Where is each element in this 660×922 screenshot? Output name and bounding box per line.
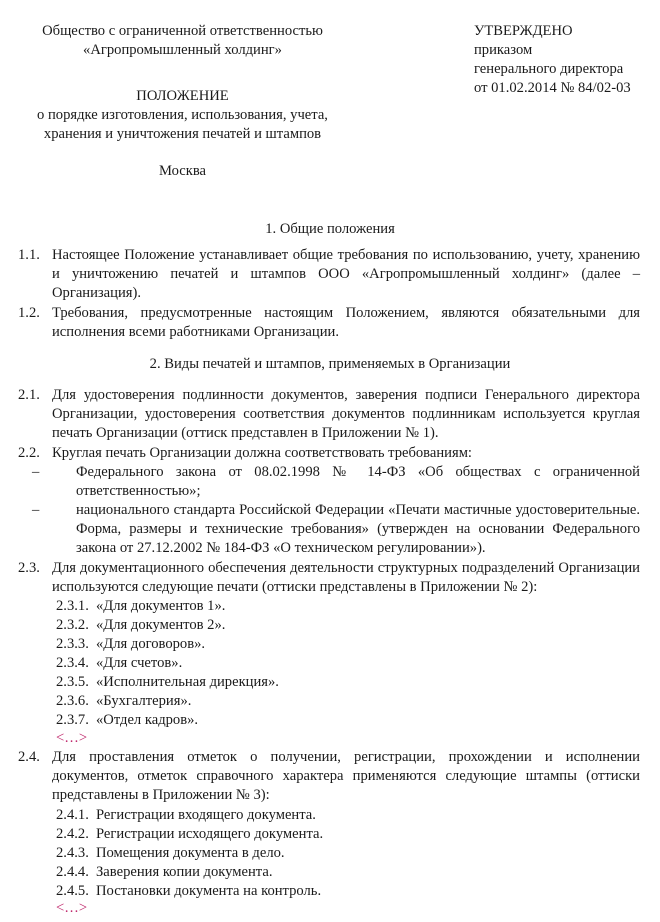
city: Москва	[158, 163, 207, 179]
organization-name	[10, 22, 355, 60]
list-item: 2.4.5. Постановки документа на контроль.	[56, 883, 322, 899]
list-item: 2.4.1. Регистрации входящего документа.	[56, 807, 316, 823]
dash-marker: –	[32, 464, 40, 480]
dash-item-2: национального стандарта Российской Федерации «Печати мастичные удостоверительные. Форма, размеры и технические требования» (утвержден на основании Федерального закона от 27.12.2002 № 184-ФЗ «О техническом регулировании»).	[76, 502, 640, 556]
section-2-title: 2. Виды печатей и штампов, применяемых в Организации	[149, 356, 511, 372]
paragraph-text: Для документационного обеспечения деятельности структурных подразделений Организации используются следующие печати (оттиски представлены в Приложении № 2):	[52, 560, 640, 595]
list-item: 2.3.5. «Исполнительная дирекция».	[56, 674, 279, 690]
omission-marker: <…>	[56, 900, 88, 916]
org-line-1: Общество с ограниченной ответственностью	[42, 23, 323, 39]
list-item: 2.3.7. «Отдел кадров».	[56, 712, 199, 728]
approved-title: УТВЕРЖДЕНО	[474, 23, 573, 39]
list-item: 2.4.2. Регистрации исходящего документа.	[56, 826, 324, 842]
list-item: 2.3.6. «Бухгалтерия».	[56, 693, 192, 709]
paragraph-text: Круглая печать Организации должна соответствовать требованиям:	[52, 445, 472, 461]
paragraph-text: Для проставления отметок о получении, регистрации, прохождении и исполнении документов, отметок справочного характера применяются следующие штампы (оттиски представлены в Приложении № 3):	[52, 749, 640, 803]
approved-line-2: генерального директора	[474, 61, 624, 77]
dash-marker: –	[32, 502, 40, 518]
approval-block	[474, 22, 631, 98]
paragraph-text: Настоящее Положение устанавливает общие требования по использованию, учету, хранению и уничтожению печатей и штампов ООО «Агропромышленный холдинг» (далее – Организация).	[52, 247, 640, 301]
paragraph-number: 1.1.	[18, 247, 40, 263]
dash-item-1: Федерального закона от 08.02.1998 № 14-ФЗ «Об обществах с ограниченной ответственностью»;	[76, 464, 640, 499]
list-item: 2.3.3. «Для договоров».	[56, 636, 206, 652]
approved-line-1: приказом	[474, 42, 533, 58]
paragraph-text: Для удостоверения подлинности документов, заверения подписи Генерального директора Организации, удостоверения соответствия документов подлинникам используется круглая печать Организации (оттиск представлен в Приложении № 1).	[52, 387, 640, 441]
list-item: 2.4.3. Помещения документа в дело.	[56, 845, 285, 861]
paragraph-number: 1.2.	[18, 305, 40, 321]
approved-line-3: от 01.02.2014 № 84/02-03	[474, 80, 631, 96]
paragraph-number: 2.4.	[18, 749, 40, 765]
list-item: 2.3.4. «Для счетов».	[56, 655, 183, 671]
document-title-block	[10, 87, 355, 144]
org-line-2: «Агропромышленный холдинг»	[83, 42, 282, 58]
section-1-title: 1. Общие положения	[265, 221, 395, 237]
list-item: 2.4.4. Заверения копии документа.	[56, 864, 273, 880]
document-subtitle-2: хранения и уничтожения печатей и штампов	[43, 126, 322, 142]
document-subtitle-1: о порядке изготовления, использования, учета,	[37, 107, 328, 123]
paragraph-number: 2.2.	[18, 445, 40, 461]
list-item: 2.3.1. «Для документов 1».	[56, 598, 226, 614]
document-title: ПОЛОЖЕНИЕ	[136, 88, 229, 104]
paragraph-number: 2.1.	[18, 387, 40, 403]
omission-marker: <…>	[56, 730, 88, 746]
paragraph-number: 2.3.	[18, 560, 40, 576]
list-item: 2.3.2. «Для документов 2».	[56, 617, 226, 633]
paragraph-text: Требования, предусмотренные настоящим Положением, являются обязательными для исполнения всеми работниками Организации.	[52, 305, 640, 340]
